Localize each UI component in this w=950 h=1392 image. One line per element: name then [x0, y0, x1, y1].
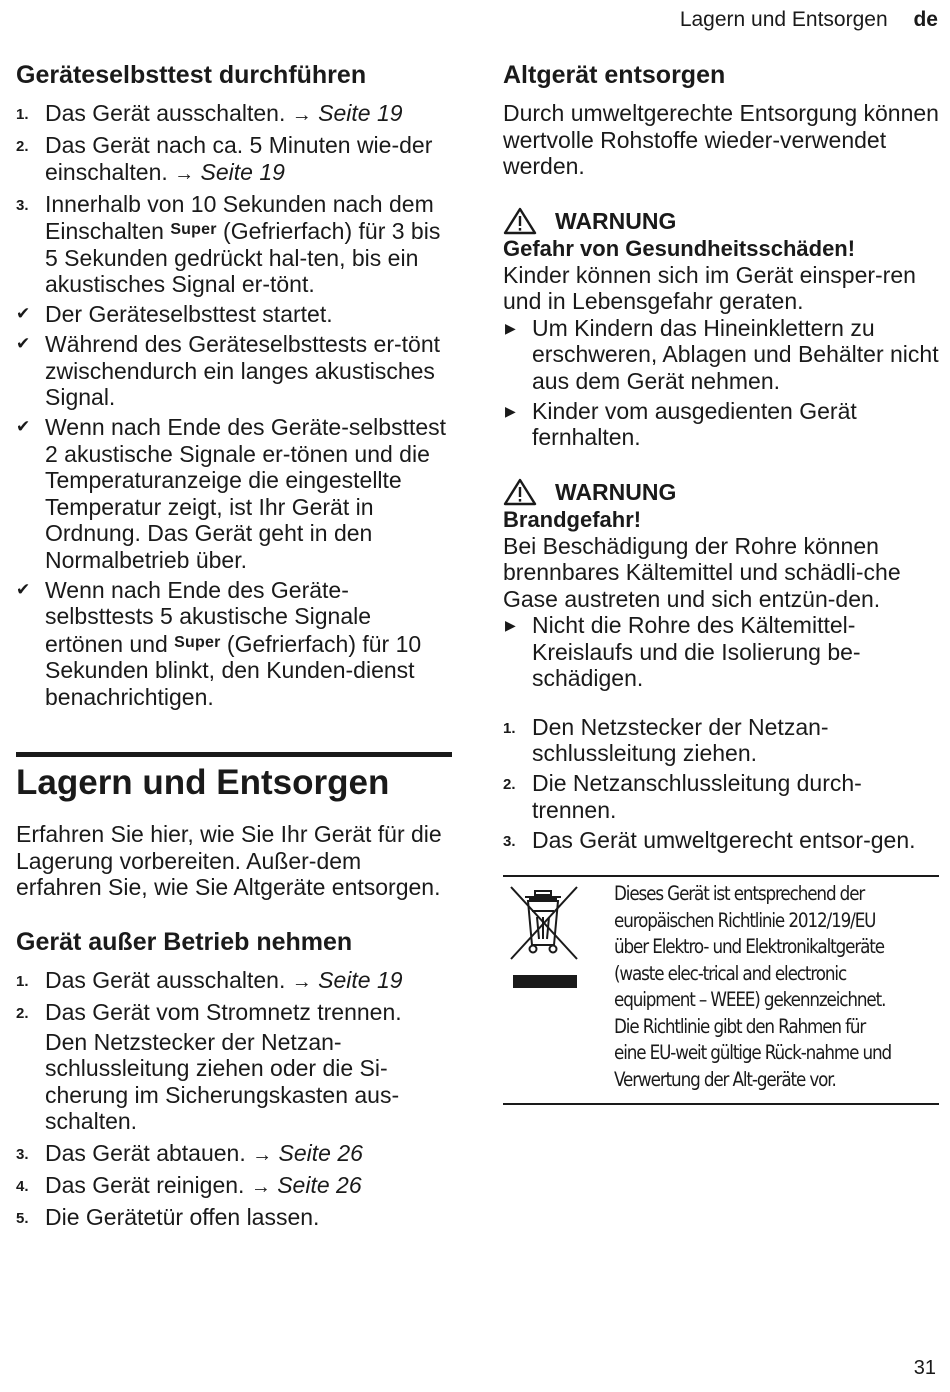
disposal-steps	[503, 714, 939, 854]
disposal-intro: Durch umweltgerechte Entsorgung können wertvolle Rohstoffe wieder-verwendet werden.	[503, 100, 939, 179]
step-text: (Gefrierfach) für 3 bis 5 Sekunden gedrückt hal-ten, bis ein akustisches Signal er-tönt.	[45, 218, 441, 297]
step-number: 4.	[16, 1177, 29, 1195]
page-reference-link[interactable]: Seite 26	[278, 1139, 363, 1166]
result-text: Der Geräteselbsttest startet.	[45, 301, 333, 327]
running-header	[680, 8, 938, 32]
list-item	[503, 398, 939, 451]
result-text: Während des Geräteselbsttests er-tönt zwischendurch ein langes akustisches Signal.	[45, 331, 441, 410]
selftest-heading: Geräteselbsttest durchführen	[16, 61, 367, 89]
warning-headline: Brandgefahr!	[503, 506, 642, 532]
page-reference-link[interactable]: Seite 19	[200, 158, 285, 185]
arrow-right-icon: →	[252, 1143, 273, 1166]
list-item	[503, 612, 939, 692]
step-text: Die Gerätetür offen lassen.	[45, 1203, 320, 1230]
result-text: Wenn nach Ende des Geräte-selbsttests 5 akustische Signale ertönen und	[45, 576, 372, 657]
section-divider	[16, 752, 452, 757]
shutdown-heading: Gerät außer Betrieb nehmen	[16, 927, 353, 956]
warning-title	[503, 477, 939, 507]
step-text: Das Gerät abtauen.	[45, 1139, 253, 1166]
step-number: 1.	[16, 972, 29, 990]
play-bullet-icon: ▶	[505, 617, 516, 633]
list-item	[16, 1204, 452, 1231]
step-text: Das Gerät umweltgerecht entsor-gen.	[532, 826, 916, 853]
page-reference-link[interactable]: Seite 19	[318, 100, 403, 126]
list-item	[16, 301, 452, 328]
selftest-steps	[16, 100, 452, 298]
list-item	[16, 414, 452, 573]
action-text: Nicht die Rohre des Kältemittel-Kreislaufs und die Isolierung be-schädigen.	[532, 612, 861, 691]
warning-title	[503, 206, 939, 236]
step-number: 2.	[503, 776, 516, 793]
action-text: Um Kindern das Hineinklettern zu erschweren, Ablagen und Behälter nicht aus dem Gerät nehmen.	[532, 314, 939, 394]
list-item	[16, 967, 452, 996]
step-number: 3.	[16, 196, 29, 214]
step-text: Das Gerät ausschalten.	[45, 966, 292, 993]
weee-paragraph: Die Richtlinie gibt den Rahmen für eine EU-weit gültige Rück-nahme und Verwertung der Alt-geräte vor.	[614, 1014, 892, 1091]
list-item	[503, 315, 939, 395]
list-item	[503, 770, 939, 823]
list-item	[16, 1172, 452, 1201]
step-text: Das Gerät reinigen.	[45, 1171, 251, 1198]
step-text: Das Gerät nach ca. 5 Minuten wie-der einschalten.	[45, 132, 433, 185]
step-number: 1.	[16, 106, 29, 123]
selftest-results	[16, 301, 452, 710]
warning-actions	[503, 612, 939, 692]
step-number: 2.	[16, 1004, 29, 1022]
warning-triangle-icon	[503, 478, 537, 506]
play-bullet-icon: ▶	[505, 319, 516, 336]
left-column	[16, 58, 452, 1234]
checkmark-icon: ✔	[16, 579, 31, 599]
result-text: Wenn nach Ende des Geräte-selbsttest 2 akustische Signale er-tönen und die Temperaturanzeige die eingestellte Temperatur zeigt, ist Ihr Gerät in Ordnung. Das Gerät geht in den Normalbetrieb über.	[45, 414, 447, 573]
action-text: Kinder vom ausgedienten Gerät fernhalten.	[532, 397, 857, 450]
weee-text	[614, 881, 894, 1093]
step-number: 3.	[16, 1145, 29, 1163]
list-item	[16, 132, 452, 187]
list-item	[16, 331, 452, 411]
checkmark-icon: ✔	[16, 304, 31, 323]
super-button-symbol: Super	[174, 633, 221, 651]
step-text: Das Gerät ausschalten.	[45, 100, 292, 126]
header-section-title: Lagern und Entsorgen	[679, 8, 888, 31]
page-reference-link[interactable]: Seite 26	[277, 1171, 362, 1198]
warning-block	[503, 206, 939, 451]
warning-label: WARNUNG	[555, 207, 677, 234]
list-item	[16, 999, 452, 1026]
step-text: Den Netzstecker der Netzan-schlussleitung ziehen.	[532, 713, 829, 766]
weee-notice	[503, 875, 939, 1105]
list-item	[16, 577, 452, 711]
step-text: Innerhalb von 10 Sekunden nach dem Einschalten	[45, 190, 434, 244]
chapter-title: Lagern und Entsorgen	[16, 763, 390, 802]
weee-symbol	[503, 881, 611, 1093]
weee-paragraph: Dieses Gerät ist entsprechend der europäischen Richtlinie 2012/19/EU über Elektro- und Elektronikaltgeräte (waste elec-trical and electronic equipment – WEEE) gekennzeichnet.	[614, 882, 886, 1011]
shutdown-steps-continued	[16, 1140, 452, 1231]
page-reference-link[interactable]: Seite 19	[318, 966, 403, 993]
step-number: 5.	[16, 1209, 29, 1227]
step-note: Den Netzstecker der Netzan-schlussleitung ziehen oder die Si-cherung im Sicherungskasten aus-schalten.	[45, 1028, 400, 1134]
crossed-out-bin-icon	[503, 883, 583, 991]
disposal-heading: Altgerät entsorgen	[503, 61, 726, 89]
arrow-right-icon: →	[250, 1175, 271, 1198]
warning-actions	[503, 315, 939, 451]
warning-headline: Gefahr von Gesundheitsschäden!	[503, 235, 856, 261]
play-bullet-icon: ▶	[505, 402, 516, 419]
warning-triangle-icon	[503, 207, 537, 235]
step-text: Das Gerät vom Stromnetz trennen.	[45, 998, 402, 1025]
step-number: 1.	[503, 719, 516, 737]
result-text: (Gefrierfach) für 10 Sekunden blinkt, den Kunden-dienst benachrichtigen.	[45, 630, 422, 710]
arrow-right-icon: →	[291, 970, 312, 993]
warning-text: Kinder können sich im Gerät einsper-ren und in Lebensgefahr geraten.	[503, 261, 916, 314]
arrow-right-icon: →	[174, 162, 195, 185]
chapter-intro: Erfahren Sie hier, wie Sie Ihr Gerät für die Lagerung vorbereiten. Außer-dem erfahren Sie, wie Sie Altgeräte entsorgen.	[16, 821, 442, 900]
list-item	[16, 191, 452, 298]
list-item	[503, 827, 939, 854]
list-item	[16, 1140, 452, 1169]
step-number: 3.	[503, 832, 516, 850]
super-button-symbol: Super	[170, 221, 217, 238]
step-text: Die Netzanschlussleitung durch-trennen.	[532, 770, 862, 823]
shutdown-steps	[16, 967, 452, 1026]
page-number: 31	[913, 1357, 936, 1379]
header-language-code: de	[913, 8, 938, 31]
list-item	[16, 100, 452, 129]
checkmark-icon: ✔	[16, 417, 31, 436]
arrow-right-icon: →	[291, 104, 312, 126]
checkmark-icon: ✔	[16, 334, 31, 353]
warning-text: Bei Beschädigung der Rohre können brennbares Kältemittel und schädli-che Gase austreten und sich entzün-den.	[503, 532, 901, 612]
right-column	[503, 58, 939, 1105]
warning-block	[503, 477, 939, 692]
step-number: 2.	[16, 138, 29, 155]
list-item	[503, 714, 939, 767]
warning-label: WARNUNG	[555, 478, 677, 505]
